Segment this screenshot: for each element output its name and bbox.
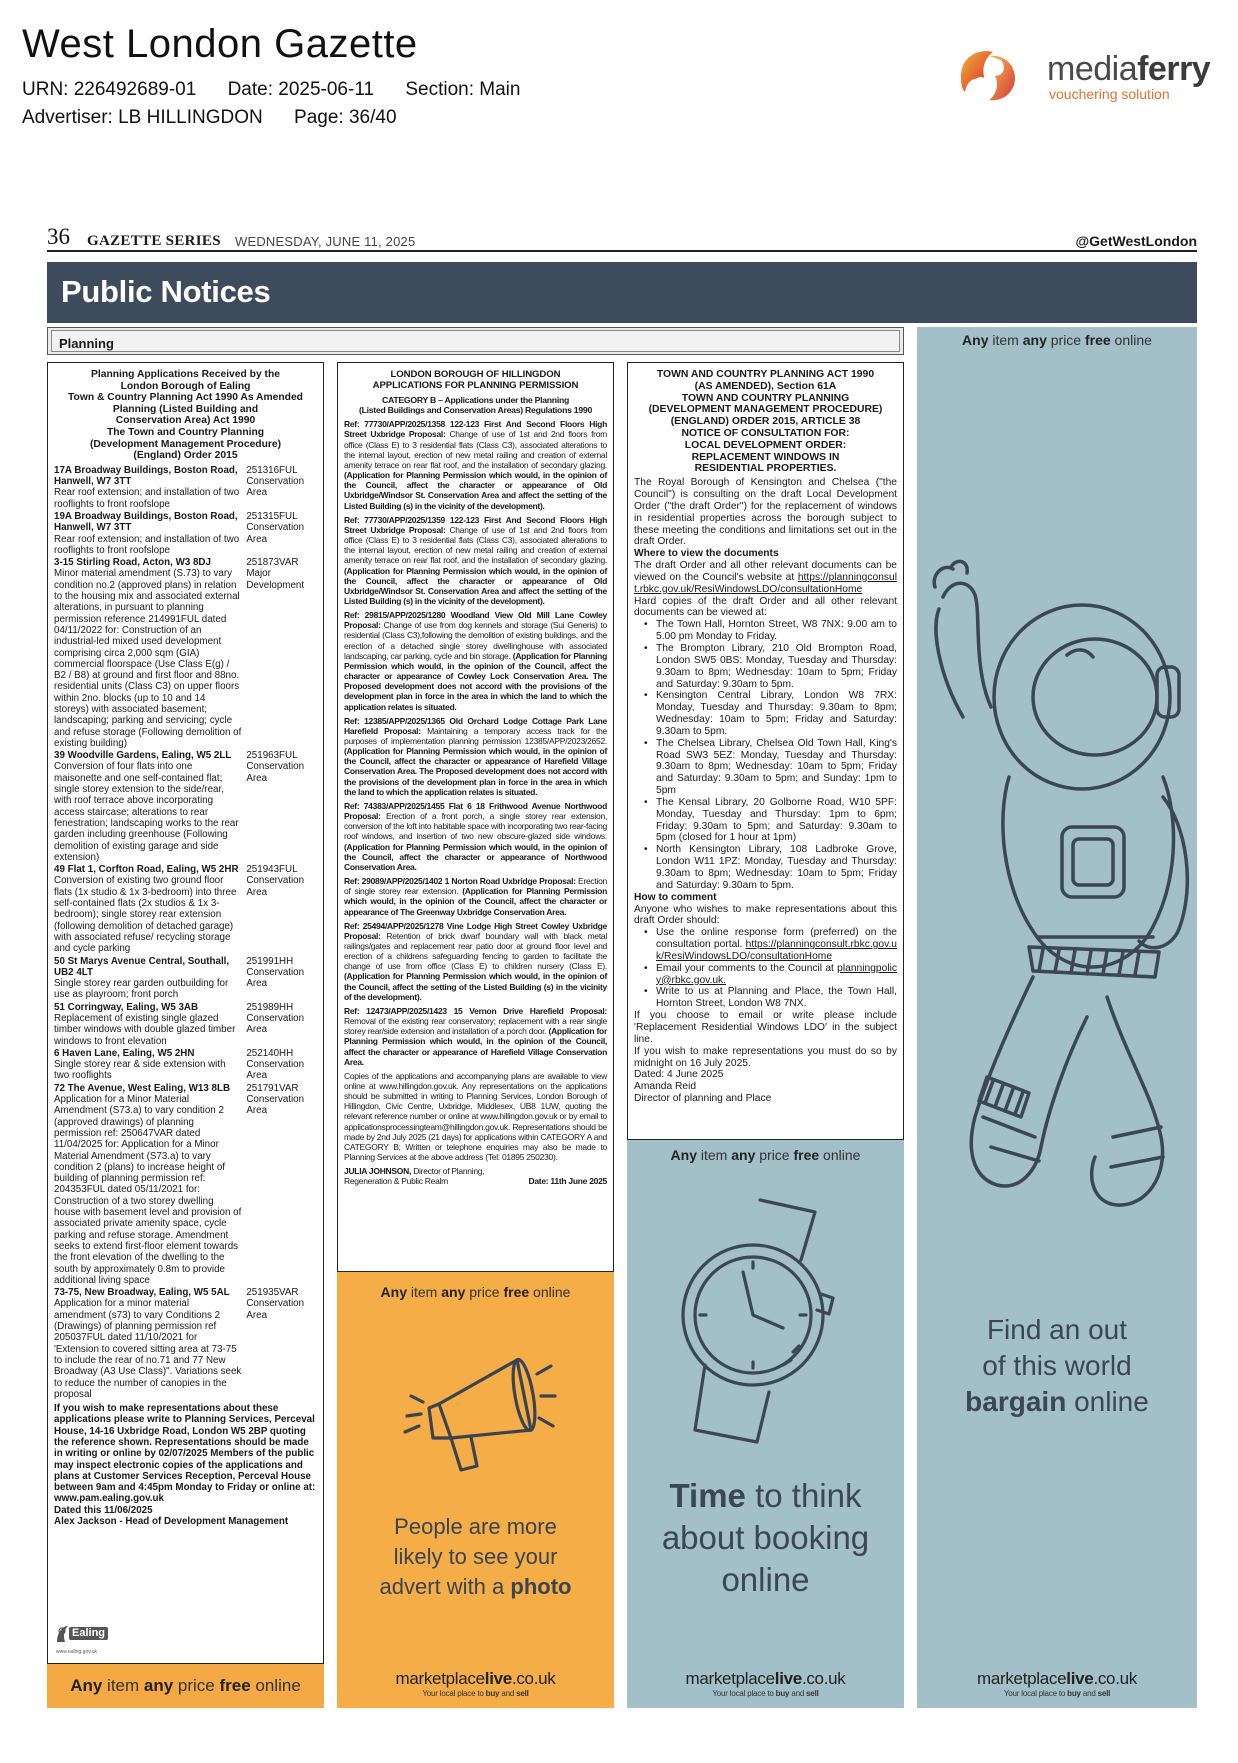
hillingdon-signature [344,1166,607,1186]
application-description: Erection of a front porch, a single storey rear extension, conversion of the loft into habitable space with incorporating two rear-facing roof windows, and insertion of two new obscure-glazed side windows. [344,811,607,842]
application-address: 3-15 Stirling Road, Acton, W3 8DJ [54,557,211,569]
publication-date: Date: 2025-06-11 [227,79,375,100]
application-address: 19A Broadway Buildings, Boston Road, Hanwell, W7 3TT [54,510,238,534]
rbkc-dated: Dated: 4 June 2025 [634,1069,724,1081]
application-note: (Application for Planning Permission which would, in the opinion of the Council, affect the character or appearance of Old Uxbridge/Windsor St. Conservation Area and affect the setting of the Listed Building (s) in the vicinity of the development). [344,470,607,511]
planning-application [54,1048,317,1082]
application-reference: 251935VAR [246,1287,299,1299]
rbkc-location-list [634,619,897,891]
voucher-meta-line2 [22,107,423,129]
rbkc-notice [627,362,904,1140]
rbkc-deadline: If you wish to make representations you must do so by midnight on 16 July 2025. [634,1045,897,1069]
hillingdon-notice [337,362,614,1272]
application-description: Retention of brick dwarf boundary wall with black metal railings/gates and replacement rear patio door at ground floor level and erection of a childrens safeguarding fencing to garden to facilitate the change of use from office (Class E) to children nursery (Class E). [344,930,607,972]
ad-bargain-copy: Find an out of this world bargain online [965,1314,1149,1417]
comment-method: • Email your comments to the Council at planningpolicy@rbkc.gov.uk. [634,963,897,987]
mediaferry-mark-icon [955,46,1019,104]
urn: URN: 226492689-01 [22,79,197,100]
application-reference: Ref: 29089/APP/2025/1402 1 Norton Road Uxbridge Proposal: [344,876,576,887]
ad-photo[interactable] [337,1272,614,1708]
ad-tagline: Any item any price free online [380,1284,571,1300]
rbkc-website-link[interactable]: https://planningconsult.rbkc.gov.uk/ResiWindowsLDO/consultationHome [634,571,897,595]
planning-application [54,750,317,863]
rbkc-where-heading: Where to view the documents [634,548,779,560]
planning-application [344,921,607,1002]
application-note: (Application for Planning Permission which would, in the opinion of the Council, affect the character or appearance of The Greenway Uxbridge Conservation Area. [344,886,607,917]
application-reference: 251873VAR [246,557,299,569]
section-label: Planning [59,336,114,351]
rbkc-how-text: Anyone who wishes to make representations about this draft Order should: [634,903,897,927]
application-type: Conservation Area [246,966,305,990]
rbkc-intro: The Royal Borough of Kensington and Chelsea ("the Council") is consulting on the draft Local Development Order ("the draft Order") for the replacement of windows in residential properties across the borough subject to these meeting the conditions and limitations set out in the draft Order. [634,477,897,548]
marketplace-logo: marketplacelive.co.uk Your local place to buy and sell [395,1669,556,1698]
advertiser: Advertiser: LB HILLINGDON [22,107,263,128]
application-reference: 251791VAR [246,1082,299,1094]
application-reference: 251963FUL [246,750,298,762]
ealing-notice [47,362,324,1664]
application-address: 50 St Marys Avenue Central, Southall, UB2 4LT [54,955,230,978]
hillingdon-signer-dept: Regeneration & Public Realm [344,1176,448,1187]
application-type: Conservation Area [246,476,305,499]
comment-method: • Use the online response form (preferred) on the consultation portal. https://planningconsult.rbkc.gov.uk/ResiWindowsLDO/consultationHome [634,927,897,963]
planning-application [344,419,607,510]
social-handle: @GetWestLondon [1075,233,1197,249]
ad-strip-bottom[interactable] [47,1664,324,1708]
viewing-location: • The Town Hall, Hornton Street, W8 7NX: 9.00 am to 5.00 pm Monday to Friday. [634,619,897,643]
issue-date: WEDNESDAY, JUNE 11, 2025 [235,234,416,249]
planning-application [344,716,607,797]
application-note: (Application for Planning Permission which would, in the opinion of the Council, affect the character or appearance of Harefield Village Conservation Area. [344,1026,607,1067]
application-type: Conservation Area [246,1059,305,1082]
ealing-footer: If you wish to make representations about these applications please write to Planning Services, Perceval House, 14-16 Uxbridge Road, London W5 2BP quoting the reference shown. Representations should be made in writing or online by 02/07/2025 Members of the public may inspect electronic copies of the applications and plans at Customer Services Reception, Perceval House between 9am and 4:45pm Monday to Friday or online at: www.pam.ealing.gov.uk [54,1403,316,1505]
planning-application [344,515,607,606]
comment-link[interactable]: planningpolicy@rbkc.gov.uk. [656,962,897,986]
mediaferry-tagline: vouchering solution [1049,86,1170,102]
public-notices-banner [47,262,1197,323]
planning-application [54,557,317,749]
application-reference: Ref: 12473/APP/2025/1423 15 Vernon Drive Harefield Proposal: [344,1005,607,1016]
page-bar [47,226,1197,252]
application-description: Maintaining a temporary access track for the purposes of implementation planning permission 12385/APP/2023/2652. [344,725,608,746]
application-reference: Ref: 77730/APP/2025/1359 122-123 First And Second Floors High Street Uxbridge Proposal: [344,514,607,535]
marketplace-logo: marketplacelive.co.uk Your local place to buy and sell [976,1669,1137,1698]
banner-title: Public Notices [61,274,271,309]
ad-tagline: Any item any price free online [670,1147,861,1163]
publication-title: West London Gazette [22,22,418,66]
ealing-application-list [54,465,317,1400]
application-description: Conversion of four flats into one maisonette and one self-contained flat; single storey extension to the side/rear, with roof terrace above incorporating access staircase; alterations to rear fenestration; landscaping works to the rear garden including greenhouse (Following demolition of existing garage and side extension) [54,761,239,863]
application-description: Replacement of existing single glazed timber windows with double glazed timber windows to front elevation [54,1013,236,1047]
application-reference: 251989HH [246,1001,294,1013]
marketplace-logo: marketplacelive.co.uk Your local place to buy and sell [685,1669,846,1698]
application-note: (Application for Planning Permission which would, in the opinion of the Council, affect the character or appearance of Cowley Lock Conservation Area. The Proposed development does not accord with the provisions of the development plan in force in the area in which the land to which the application relates is situated. [344,650,607,712]
comment-method: • Write to us at Planning and Place, the Town Hall, Hornton Street, London W8 7NX. [634,986,897,1010]
application-type: Conservation Area [246,1094,305,1117]
planning-application [54,1083,317,1286]
application-type: Conservation Area [246,1013,305,1036]
rbkc-how-list [634,927,897,1010]
application-reference: 251991HH [246,955,294,967]
application-address: 51 Corringway, Ealing, W5 3AB [54,1001,199,1013]
ad-booking[interactable] [627,1140,904,1708]
application-address: 72 The Avenue, West Ealing, W13 8LB [54,1082,231,1094]
application-description: Change of use from dog kennels and storage (Sui Generis) to residential (Class C3),following the demolition of existing buildings, and the erection of a detached single storey dwellinghouse with associated landscaping, car parking, cycle and bin storage. [344,620,607,661]
planning-application [54,511,317,556]
ealing-dated: Dated this 11/06/2025 [54,1504,153,1516]
application-description: Single storey rear garden outbuilding for use as playroom; front porch [54,978,229,1001]
planning-application [54,956,317,1001]
page-number: 36 [47,224,70,249]
rbkc-role: Director of planning and Place [634,1093,772,1105]
application-reference: 252140HH [246,1047,294,1059]
megaphone-icon [399,1334,559,1484]
viewing-location: • Kensington Central Library, London W8 7RX: Monday, Tuesday and Thursday: 9.30am to 8pm; Wednesday: 10am to 5pm; Friday and Saturday: 9.30am to 5pm. [634,690,897,737]
viewing-location: • The Brompton Library, 210 Old Brompton Road, London SW5 0BS: Monday, Tuesday and Thursday: 9.30am to 8pm; Wednesday: 10am to 5pm; Friday and Saturday: 9.30am to 5pm. [634,643,897,690]
application-description: Erection of single storey rear extension. [344,876,607,897]
application-reference: 251315FUL [246,510,298,522]
section-name: Section: Main [405,79,521,100]
application-description: Rear roof extension; and installation of two rooflights to front roofslope [54,487,240,510]
application-description: Removal of the existing rear conservatory; replacement with a rear single storey rear/side extension and installation of a porch door. [344,1016,607,1037]
planning-application [344,610,607,712]
application-reference: Ref: 12385/APP/2025/1365 Old Orchard Lodge Cottage Park Lane Harefield Proposal: [344,715,607,736]
application-reference: Ref: 25494/APP/2025/1278 Vine Lodge High Street Cowley Uxbridge Proposal: [344,920,607,941]
application-note: (Application for Planning Permission which would, in the opinion of the Council, affect the character or appearance of Old Uxbridge/Windsor St. Conservation Area and affect the setting of the Listed Building (s) in the vicinity of the development). [344,565,607,606]
planning-application [344,801,607,872]
hillingdon-category: CATEGORY B – Applications under the Planning (Listed Buildings and Conservation Areas) Regulations 1990 [358,395,592,416]
viewing-location: • The Kensal Library, 20 Golborne Road, W10 5PF: Monday, Tuesday and Thursday: 1pm to 6pm; Friday: 9.30am to 5pm; and Saturday: 9.30am to 5pm (closed for 1 hour at 1pm) [634,797,897,844]
series-name: GAZETTE SERIES [87,233,221,249]
application-type: Conservation Area [246,522,305,545]
application-type: Conservation Area [246,1298,305,1321]
ealing-heading: Planning Applications Received by the London Borough of Ealing Town & Country Planning Act 1990 As Amended Planning (Listed Building and Conservation Area) Act 1990 The Town and Country Planning (Development Management Procedure) (England) Order 2015 [68,369,303,462]
page-indicator: Page: 36/40 [294,107,397,128]
application-reference: Ref: 74383/APP/2025/1455 Flat 6 18 Frithwood Avenue Northwood Proposal: [344,800,607,822]
application-description: Conversion of existing two ground floor flats (1x studio & 1x 3-bedroom) into three self-contained flats (2x studios & 1x 3-bedroom); single storey rear extension (following demolition of detached garage) with associated refuse/ recycling storage and cycle parking [54,875,237,955]
application-note: (Application for Planning Permission which would, in the opinion of the Council, affect the character or appearance of Northwood Conservation Area. [344,841,607,872]
application-address: 73-75, New Broadway, Ealing, W5 5AL [54,1287,230,1299]
planning-application [54,1002,317,1047]
wristwatch-icon [665,1190,865,1450]
rbkc-heading: TOWN AND COUNTRY PLANNING ACT 1990 (AS AMENDED), Section 61A TOWN AND COUNTRY PLANNING (DEVELOPMENT MANAGEMENT PROCEDURE) (ENGLAND) ORDER 2015, ARTICLE 38 NOTICE OF CONSULTATION FOR: LOCAL DEVELOPMENT ORDER: REPLACEMENT WINDOWS IN RESIDENTIAL PROPERTIES. [648,369,883,475]
ad-photo-copy: People are more likely to see your advert with a photo [379,1514,572,1599]
rbkc-how-heading: How to comment [634,891,717,903]
application-address: 17A Broadway Buildings, Boston Road, Hanwell, W7 3TT [54,464,238,488]
hillingdon-signer-role: Director of Planning, [413,1166,485,1177]
application-note: (Application for Planning Permission which would, in the opinion of the Council, affect the character or appearance of Harefield Village Conservation Area. The Proposed development does not accord with the provisions of the development plan in force in the area in which the land to which the application relates is situated. [344,746,607,797]
ad-booking-copy: Time to think about booking online [661,1477,870,1598]
ealing-logo [54,1623,110,1657]
ad-bargain[interactable] [917,327,1197,1708]
rbkc-name: Amanda Reid [634,1081,697,1093]
application-address: 49 Flat 1, Corfton Road, Ealing, W5 2HR [54,864,239,876]
viewing-location: • North Kensington Library, 108 Ladbroke Grove, London W11 1PZ: Monday, Tuesday and Thursday: 9.30am to 8pm; Wednesday: 10am to 5pm; Friday and Saturday: 9.30am to 5pm. [634,844,897,891]
rbkc-where: The draft Order and all other relevant documents can be viewed on the Council's website at https://planningconsult.rbkc.gov.uk/ResiWindowsLDO/consultationHome [634,560,897,595]
application-type: Conservation Area [246,875,305,898]
mediaferry-logo [955,44,1215,114]
application-description: Minor material amendment (S.73) to vary condition no.2 (approved plans) in relation to the housing mix and associated external alterations, in pursuant to planning permission reference 214991FUL dated 04/11/2022 for: Construction of an industrial-led mixed used development comprising circa 2,000 sqm (GIA) commercial floorspace (Use Class E(g) / B2 / B8) at ground and first floor and 88no. residential units (Class C3) on upper floors within 2no. blocks (up to 10 and 14 storeys) with associated basement; landscaping; parking and servicing; cycle and refuse storage (Following demolition of existing building) [54,568,242,749]
hillingdon-heading: LONDON BOROUGH OF HILLINGDON APPLICATIONS FOR PLANNING PERMISSION [372,369,579,391]
application-address: 39 Woodville Gardens, Ealing, W5 2LL [54,750,232,762]
application-type: Major Development [246,568,305,591]
astronaut-icon [917,557,1197,1257]
rbkc-email-note: If you choose to email or write please include 'Replacement Residential Windows LDO' in the subject line. [634,1010,897,1045]
rbkc-hard-copies: Hard copies of the draft Order and all other relevant documents can be viewed at: [634,595,897,619]
application-description: Application for a minor material amendment (s73) to vary Conditions 2 (Drawings) of planning permission ref 205037FUL dated 11/10/2021 for 'Extension to covered sitting area at 73-75 to include the rear of no.71 and 77 New Broadway (A3 Use Class)". Variations seek to reduce the number of canopies in the proposal [54,1298,242,1400]
section-heading [47,327,904,355]
application-description: Change of use of 1st and 2nd floors from office (Class E) to 3 residential flats (Class C3), associated alterations to the internal layout, erection of new metal railing and creation of external amenity terrace on rear flat roof, and the installation of secondary glazing. [344,524,607,566]
planning-application [344,876,607,917]
application-reference: 251943FUL [246,864,298,876]
ad-tagline: Any item any price free online [70,1676,301,1695]
application-reference: Ref: 77730/APP/2025/1358 122-123 First And Second Floors High Street Uxbridge Proposal: [344,419,607,440]
ealing-signoff: Alex Jackson - Head of Development Management [54,1516,289,1528]
ealing-logo-url: www.ealing.gov.uk [56,1649,98,1655]
viewing-location: • The Chelsea Library, Chelsea Old Town Hall, King's Road SW3 5EZ: Monday, Tuesday and Thursday: 9.30am to 8pm; Wednesday: 10am to 5pm; Friday and Saturday: 9.30am to 5pm; and Sunday: 1pm to 5pm [634,738,897,797]
planning-application [54,465,317,510]
hillingdon-application-list [344,419,607,1067]
application-note: (Application for Planning Permission which would, in the opinion of the Council, affect the setting of the Listed Building (s) in the vicinity of the development). [344,971,607,1002]
comment-link[interactable]: https://planningconsult.rbkc.gov.uk/ResiWindowsLDO/consultationHome [656,939,897,962]
hillingdon-footer: Copies of the applications and accompanying plans are available to view online at www.hillingdon.gov.uk. Any representations on the applications should be submitted in writing to Planning Services, London Borough of Hillingdon, Civic Centre, Uxbridge, Middlesex, UB8 1UW, quoting the relevant reference number or online at www.hillingdon.gov.uk or by email to applicationsprocessingteam@hillingdon.gov.uk. Representations should be made by 2nd July 2025 (21 days) for applications within CATEGORY A and CATEGORY B; Written or telephone enquiries may also be made to Planning Services at the above address (Tel: 01895 250230). [344,1070,607,1163]
ealing-logo-text: Ealing [69,1627,108,1640]
planning-application [54,864,317,954]
application-address: 6 Haven Lane, Ealing, W5 2HN [54,1047,195,1059]
planning-application [54,1287,317,1400]
application-description: Rear roof extension; and installation of two rooflights to front roofslope [54,533,240,556]
application-reference: 251316FUL [246,464,298,476]
hillingdon-signer: JULIA JOHNSON, [344,1166,412,1177]
planning-application [344,1006,607,1067]
application-description: Change of use of 1st and 2nd floors from office (Class E) to 3 residential flats (Class C3), associated alterations to the internal layout, erection of new metal railing and creation of external amenity terrace on rear flat roof, and the installation of secondary glazing. [344,429,607,470]
mediaferry-wordmark: mediaferry [1047,50,1211,88]
ad-tagline: Any item any price free online [962,332,1152,348]
voucher-meta-line1 [22,79,546,101]
application-description: Single storey rear & side extension with two rooflights [54,1059,226,1082]
hillingdon-date: Date: 11th June 2025 [528,1176,607,1187]
application-reference: Ref: 29815/APP/2025/1280 Woodland View Old Mill Lane Cowley Proposal: [344,610,607,631]
application-type: Conservation Area [246,761,305,784]
application-description: Application for a Minor Material Amendment (S73.a) to vary condition 2 (approved drawings) of planning permission ref: 250647VAR dated 11/04/2025 for: Application for a Minor Material Amendment (S73.a) to vary condition 2 (plans) to increase height of building of planning permission ref: 204353FUL dated 05/11/2021 for: Construction of a two storey dwelling house with basement level and provision of associated private amenity space, cycle parking and refuse storage. Amendment seeks to extend first-floor element towards the front elevation of the dwelling to the south by approximately 0.8m to provide additional living space [54,1094,242,1286]
